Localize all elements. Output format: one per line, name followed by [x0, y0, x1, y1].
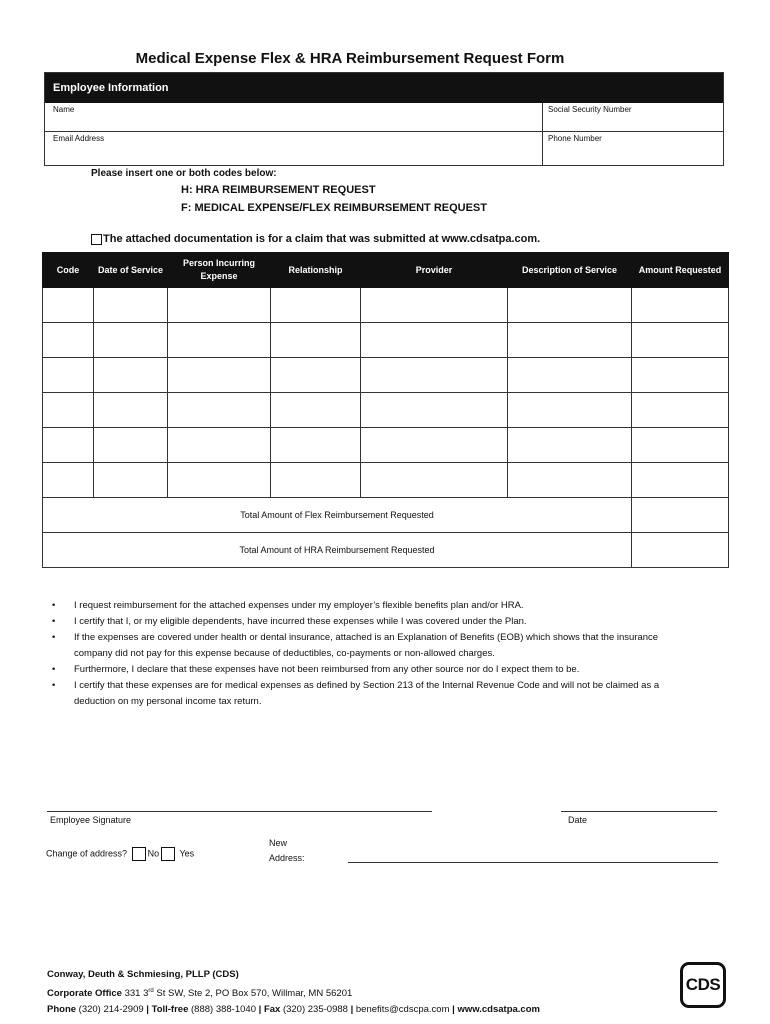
list-item: • I request reimbursement for the attached expenses under my employer’s flexible benefits plan and/or HRA.: [52, 598, 692, 614]
total-hra-label: Total Amount of HRA Reimbursement Requested: [43, 533, 632, 568]
separator: |: [146, 1004, 149, 1016]
table-cell[interactable]: [94, 428, 168, 463]
fax-label: Fax: [263, 1004, 281, 1016]
new-address-line[interactable]: [348, 862, 718, 863]
name-label: Name: [53, 105, 75, 114]
flex-code-line: F: MEDICAL EXPENSE/FLEX REIMBURSEMENT REQUEST: [181, 202, 487, 214]
table-cell[interactable]: [271, 288, 361, 323]
table-cell[interactable]: [632, 428, 729, 463]
table-cell[interactable]: [168, 323, 271, 358]
codes-intro: Please insert one or both codes below:: [91, 168, 277, 179]
table-cell[interactable]: [271, 323, 361, 358]
tollfree-number: (888) 388-1040: [191, 1004, 256, 1016]
table-cell[interactable]: [508, 393, 632, 428]
table-cell[interactable]: [361, 288, 508, 323]
date-label: Date: [568, 815, 588, 825]
contact-line: [47, 1002, 540, 1018]
table-row[interactable]: [43, 323, 729, 358]
new-address-label-line2: Address:: [269, 853, 305, 863]
list-item: • I certify that these expenses are for medical expenses as defined by Section 213 of the Internal Revenue Code and will not be claimed as a deduction on my personal income tax return.: [52, 678, 692, 710]
attached-note-text: The attached documentation is for a claim that was submitted at www.cdsatpa.com.: [103, 233, 541, 245]
separator: |: [452, 1004, 455, 1016]
fax-number: (320) 235-0988: [282, 1004, 348, 1016]
employee-signature-label: Employee Signature: [50, 815, 132, 825]
attached-documentation-note: [91, 233, 540, 245]
table-cell[interactable]: [361, 323, 508, 358]
table-cell[interactable]: [271, 428, 361, 463]
table-cell[interactable]: [361, 463, 508, 498]
col-person-incurring-expense: Person Incurring Expense: [168, 253, 271, 288]
employee-signature-line[interactable]: [47, 811, 432, 812]
table-cell[interactable]: [43, 358, 94, 393]
table-cell[interactable]: [361, 393, 508, 428]
phone-number: (320) 214-2909: [78, 1004, 144, 1016]
table-cell[interactable]: [361, 428, 508, 463]
table-cell[interactable]: [94, 463, 168, 498]
employee-info-section: [44, 72, 724, 166]
col-code: Code: [43, 253, 94, 288]
total-flex-row: [43, 498, 729, 533]
column-divider: [542, 103, 543, 165]
col-provider: Provider: [361, 253, 508, 288]
table-cell[interactable]: [43, 393, 94, 428]
hra-code-line: H: HRA REIMBURSEMENT REQUEST: [181, 184, 376, 196]
company-name: Conway, Deuth & Schmiesing, PLLP (CDS): [47, 969, 239, 980]
footer: [47, 967, 540, 1018]
new-address-label-line1: New: [269, 838, 288, 848]
table-cell[interactable]: [94, 323, 168, 358]
table-cell[interactable]: [508, 463, 632, 498]
employee-info-header: Employee Information: [45, 73, 723, 103]
table-row[interactable]: [43, 393, 729, 428]
phone-label-footer: Phone: [47, 1004, 77, 1016]
col-description-of-service: Description of Service: [508, 253, 632, 288]
total-flex-label: Total Amount of Flex Reimbursement Requested: [43, 498, 632, 533]
no-label: No: [147, 848, 160, 859]
separator: |: [258, 1004, 262, 1016]
office-address-sup: rd: [148, 988, 154, 994]
claims-table: [42, 252, 729, 568]
table-cell[interactable]: [632, 323, 729, 358]
attached-checkbox[interactable]: [91, 234, 102, 245]
table-cell[interactable]: [508, 358, 632, 393]
table-cell[interactable]: [43, 323, 94, 358]
email-link[interactable]: benefits@cdscpa.com: [355, 1004, 450, 1016]
table-cell[interactable]: [168, 288, 271, 323]
table-cell[interactable]: [168, 393, 271, 428]
date-line[interactable]: [561, 811, 717, 812]
table-header-row: [43, 253, 729, 288]
table-cell[interactable]: [271, 463, 361, 498]
new-address-label: [269, 836, 305, 866]
table-cell[interactable]: [632, 463, 729, 498]
col-relationship: Relationship: [271, 253, 361, 288]
table-cell[interactable]: [94, 358, 168, 393]
table-cell[interactable]: [632, 288, 729, 323]
table-cell[interactable]: [168, 428, 271, 463]
table-cell[interactable]: [271, 358, 361, 393]
row-divider: [45, 131, 723, 132]
ssn-label: Social Security Number: [548, 105, 632, 114]
total-flex-amount-cell[interactable]: [632, 498, 729, 533]
table-row[interactable]: [43, 288, 729, 323]
table-row[interactable]: [43, 463, 729, 498]
table-cell[interactable]: [168, 358, 271, 393]
table-cell[interactable]: [632, 358, 729, 393]
table-cell[interactable]: [632, 393, 729, 428]
list-item: • I certify that I, or my eligible dependents, have incurred these expenses while I was covered under the Plan.: [52, 614, 692, 630]
table-cell[interactable]: [43, 463, 94, 498]
yes-checkbox[interactable]: [161, 847, 175, 861]
yes-label: Yes: [179, 848, 195, 859]
change-of-address-label: Change of address?: [46, 848, 128, 859]
separator: |: [350, 1004, 354, 1016]
table-row[interactable]: [43, 428, 729, 463]
email-label: Email Address: [53, 134, 105, 143]
cds-logo: CDS: [680, 962, 726, 1008]
certification-list: [52, 598, 692, 710]
list-item: • Furthermore, I declare that these expenses have not been reimbursed from any other source nor do I expect them to be.: [52, 662, 692, 678]
office-label: Corporate Office: [47, 988, 122, 1000]
page-title: Medical Expense Flex & HRA Reimbursement Request Form: [135, 50, 565, 67]
table-cell[interactable]: [168, 463, 271, 498]
table-cell[interactable]: [94, 393, 168, 428]
tollfree-label: Toll-free: [151, 1004, 189, 1016]
total-hra-amount-cell[interactable]: [632, 533, 729, 568]
office-address-text: 331 3: [124, 988, 149, 1000]
table-cell[interactable]: [508, 323, 632, 358]
change-of-address-row: [46, 847, 194, 861]
table-cell[interactable]: [361, 358, 508, 393]
office-address: [47, 983, 540, 1002]
table-cell[interactable]: [43, 428, 94, 463]
website-link[interactable]: www.cdsatpa.com: [457, 1004, 540, 1016]
table-cell[interactable]: [43, 288, 94, 323]
col-date-of-service: Date of Service: [94, 253, 168, 288]
table-cell[interactable]: [271, 393, 361, 428]
table-row[interactable]: [43, 358, 729, 393]
table-cell[interactable]: [94, 288, 168, 323]
total-hra-row: [43, 533, 729, 568]
phone-label: Phone Number: [548, 134, 602, 143]
table-cell[interactable]: [508, 288, 632, 323]
no-checkbox[interactable]: [132, 847, 146, 861]
list-item: • If the expenses are covered under health or dental insurance, attached is an Explanation of Benefits (EOB) which shows that the insurance company did not pay for this expense because of deductibles, co-payments or non-allowed charges.: [52, 630, 692, 662]
table-cell[interactable]: [508, 428, 632, 463]
col-amount-requested: Amount Requested: [632, 253, 729, 288]
office-address-rest: St SW, Ste 2, PO Box 570, Willmar, MN 56201: [153, 988, 353, 1000]
